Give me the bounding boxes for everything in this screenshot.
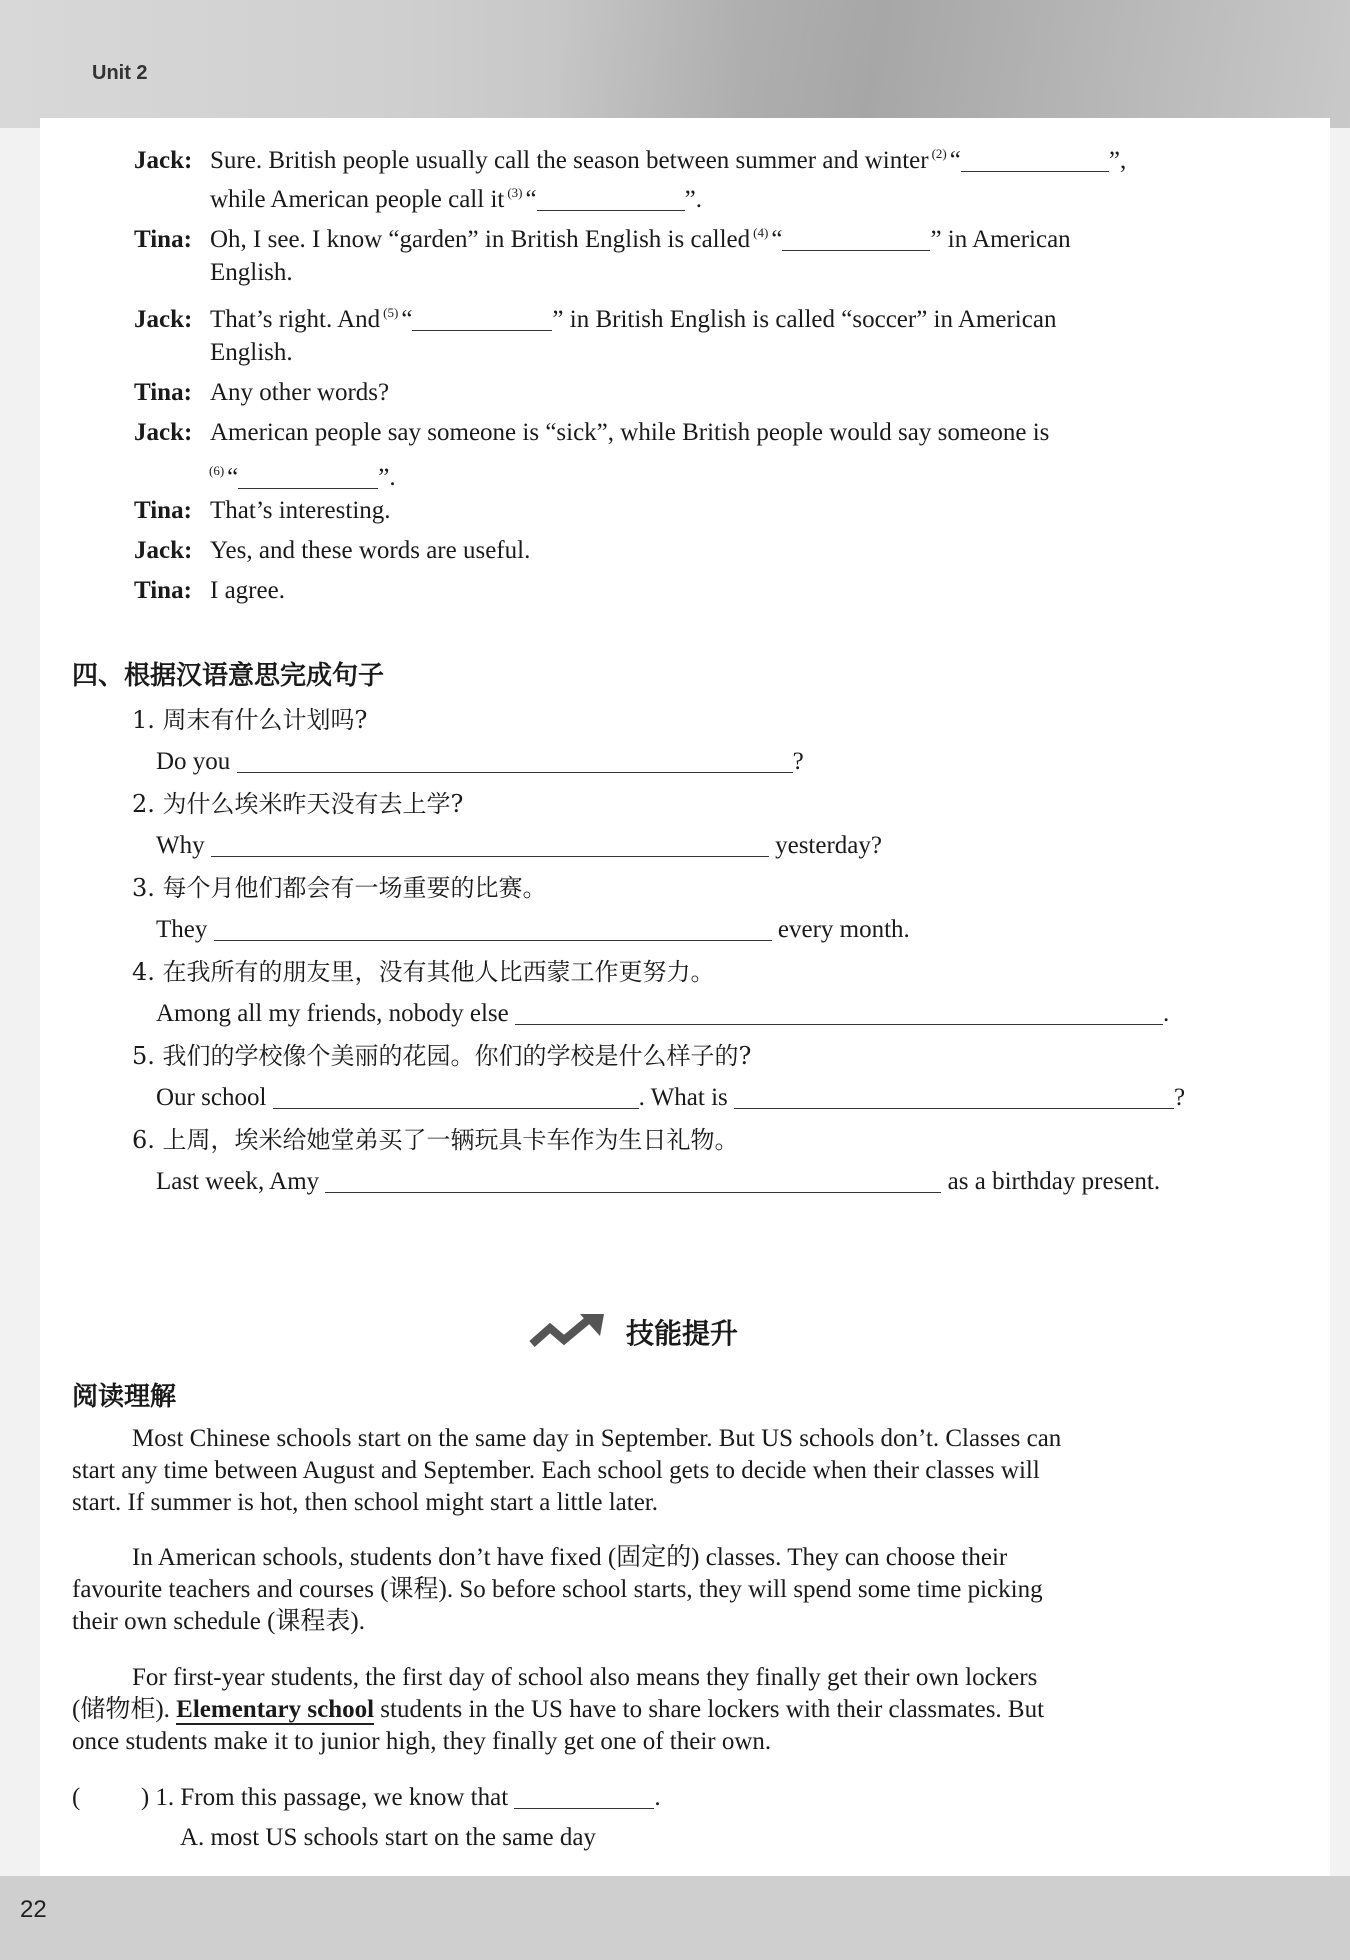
answer-blank[interactable] (237, 747, 793, 773)
reading-paragraph-3: For first-year students, the first day of school also means they finally get their own lockers (储物柜). Elementary school students in the US have to share lockers with their classmates. But once students make it to junior high, they finally get one of their own. (72, 1664, 1045, 1755)
answer-blank[interactable] (734, 1083, 1174, 1109)
page-header-band (0, 0, 1350, 128)
answer-blank[interactable] (211, 831, 769, 857)
dialogue-line: Jack: American people say someone is “sick”, while British people would say someone is (134, 419, 1050, 446)
question-1: ( ) 1. From this passage, we know that . (72, 1784, 661, 1811)
page-number: 22 (20, 1896, 47, 1923)
exercise-prompt: 6. 上周，埃米给她堂弟买了一辆玩具卡车作为生日礼物。 (132, 1126, 739, 1154)
exercise-answer-line: Last week, Amy as a birthday present. (156, 1168, 1161, 1195)
reading-paragraph-1: Most Chinese schools start on the same day in September. But US schools don’t. Classes can start any time between August and September. Each school gets to decide when their classes will start. If summer is hot, then school might start a little later. (72, 1425, 1062, 1516)
unit-label: Unit 2 (92, 62, 148, 84)
speaker: Jack: (134, 147, 193, 174)
dialogue-line: Jack: That’s right. And $^{(5)}$ “ ” in British English is called “soccer” in American (134, 305, 1057, 333)
answer-blank-3[interactable] (537, 185, 685, 211)
section-title: 四、根据汉语意思完成句子 (72, 661, 385, 691)
answer-blank-4[interactable] (782, 225, 930, 251)
exercise-answer-line: Among all my friends, nobody else . (156, 1000, 1170, 1027)
answer-blank[interactable] (325, 1167, 941, 1193)
exercise-answer-line: Why yesterday? (156, 832, 882, 859)
dialogue-line: Tina: That’s interesting. (134, 497, 391, 524)
answer-blank-6[interactable] (238, 463, 378, 489)
reading-title: 阅读理解 (72, 1382, 177, 1412)
answer-blank[interactable] (515, 999, 1163, 1025)
skills-title: 技能提升 (626, 1317, 739, 1350)
bold-term: Elementary school (176, 1696, 375, 1723)
page-footer-band (0, 1876, 1350, 1960)
exercise-prompt: 3. 每个月他们都会有一场重要的比赛。 (132, 874, 547, 902)
dialogue-line: Jack: Sure. British people usually call the season between summer and winter $^{(2)}$ “ ”, (134, 138, 1126, 177)
exercise-prompt: 5. 我们的学校像个美丽的花园。你们的学校是什么样子的? (132, 1042, 752, 1070)
exercise-answer-line: Do you ? (156, 748, 804, 775)
dialogue-line-cont: while American people call it $^{(3)}$ “ ”. (210, 185, 702, 213)
answer-blank[interactable] (214, 915, 772, 941)
skills-heading (528, 1312, 738, 1352)
option-a[interactable]: A. most US schools start on the same day (180, 1824, 596, 1851)
reading-paragraph-2: In American schools, students don’t have fixed (固定的) classes. They can choose their favourite teachers and courses (课程). So before school starts, they will spend some time picking their own schedule (课程表). (72, 1544, 1043, 1635)
answer-blank-2[interactable] (961, 146, 1109, 172)
answer-blank-5[interactable] (412, 305, 552, 331)
dialogue-line: Jack: Yes, and these words are useful. (134, 537, 531, 564)
exercise-prompt: 2. 为什么埃米昨天没有去上学? (132, 790, 464, 818)
exercise-answer-line: They every month. (156, 916, 910, 943)
exercise-prompt: 4. 在我所有的朋友里，没有其他人比西蒙工作更努力。 (132, 958, 715, 986)
dialogue-line: Tina: Oh, I see. I know “garden” in British English is called $^{(4)}$ “ ” in American (134, 225, 1071, 253)
answer-blank[interactable] (273, 1083, 639, 1109)
dialogue-line: Tina: Any other words? (134, 379, 390, 406)
answer-blank[interactable] (514, 1783, 654, 1809)
exercise-answer-line: Our school . What is ? (156, 1084, 1186, 1111)
dialogue-line: Tina: I agree. (134, 577, 285, 604)
trend-up-icon (528, 1312, 612, 1352)
exercise-prompt: 1. 周末有什么计划吗? (132, 706, 368, 734)
